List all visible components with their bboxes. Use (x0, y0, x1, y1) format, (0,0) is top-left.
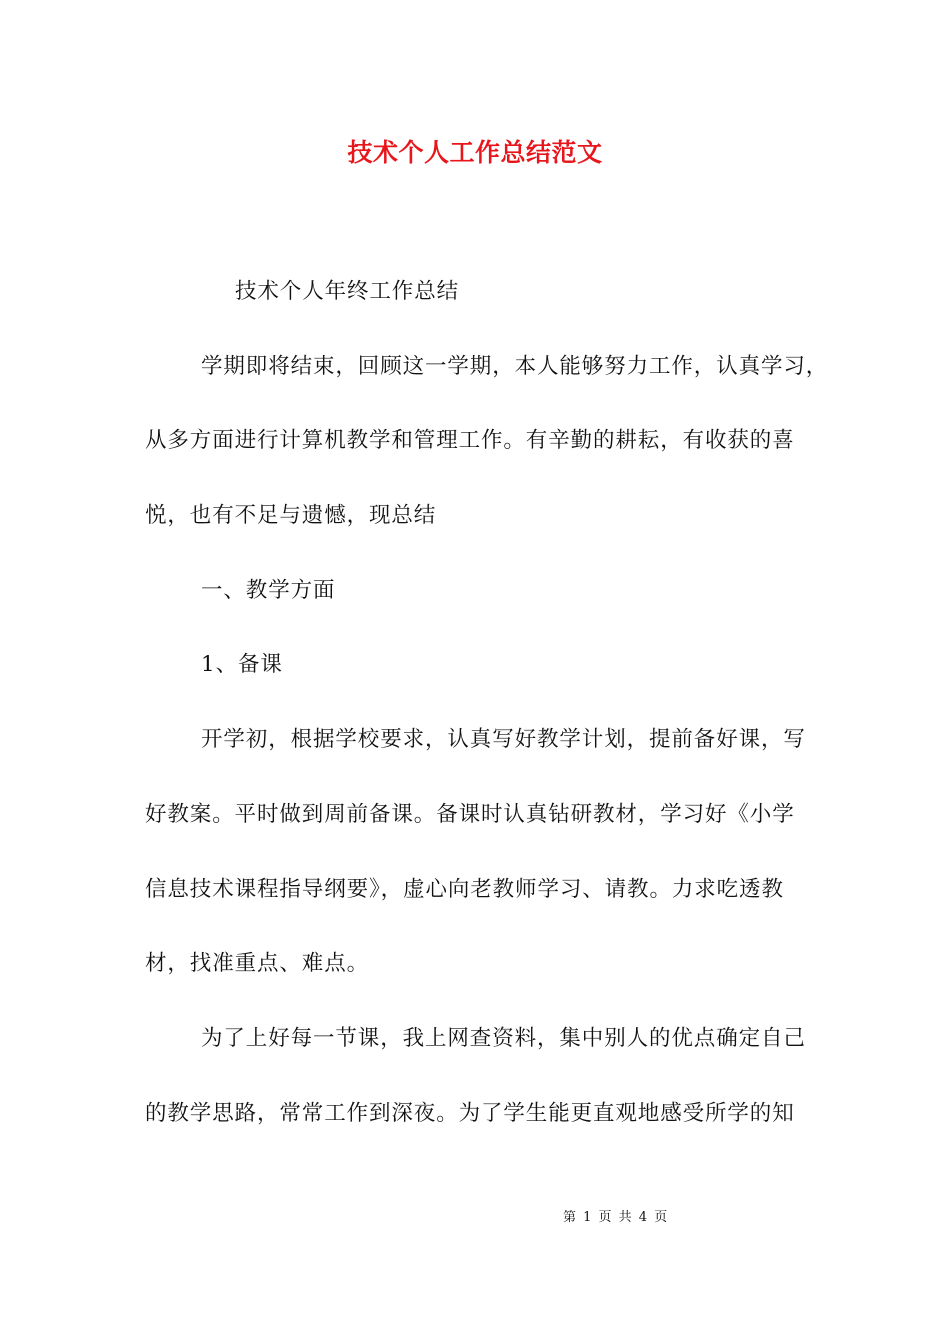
paragraph-line: 学期即将结束，回顾这一学期，本人能够努力工作，认真学习， (201, 353, 829, 379)
paragraph-line: 开学初，根据学校要求，认真写好教学计划，提前备好课，写 (201, 727, 806, 753)
section-heading: 一、教学方面 (201, 577, 336, 603)
paragraph-line: 的教学思路，常常工作到深夜。为了学生能更直观地感受所学的知 (145, 1100, 795, 1126)
paragraph-line: 好教案。平时做到周前备课。备课时认真钻研教材，学习好《小学 (145, 801, 795, 827)
subsection-heading: 1、备课 (201, 652, 283, 678)
paragraph-line: 悦，也有不足与遗憾，现总结 (145, 503, 437, 529)
paragraph-line: 材，找准重点、难点。 (145, 951, 370, 977)
page-footer: 第 1 页 共 4 页 (563, 1210, 668, 1225)
section-heading: 技术个人年终工作总结 (235, 279, 460, 304)
document-title: 技术个人工作总结范文 (347, 138, 603, 167)
paragraph-line: 信息技术课程指导纲要》，虚心向老教师学习、请教。力求吃透教 (145, 876, 784, 902)
paragraph-line: 为了上好每一节课，我上网查资料，集中别人的优点确定自己 (201, 1025, 806, 1051)
paragraph-line: 从多方面进行计算机教学和管理工作。有辛勤的耕耘，有收获的喜 (145, 428, 795, 454)
document-body (145, 255, 829, 1151)
